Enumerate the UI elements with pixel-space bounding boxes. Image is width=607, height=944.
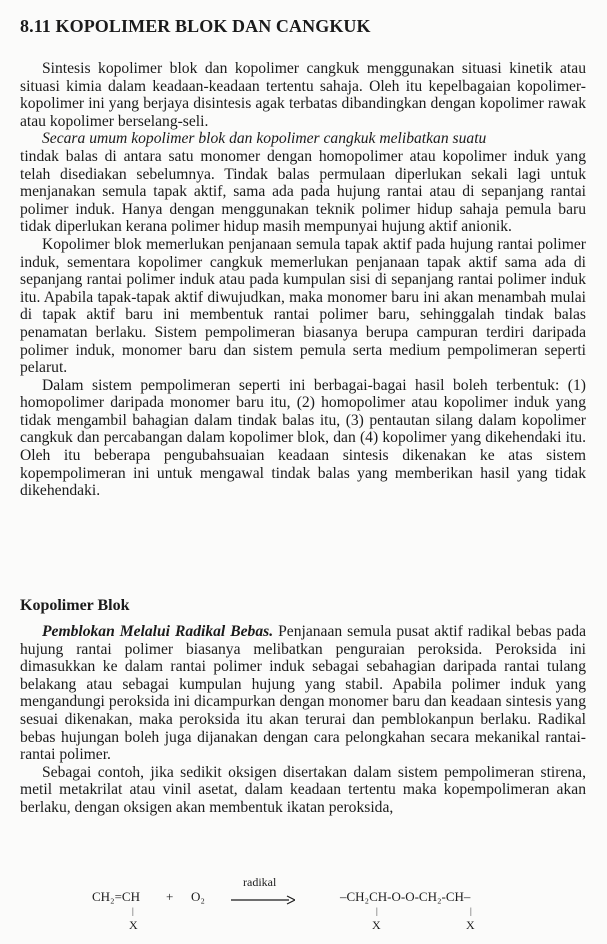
- italic-text: Secara umum kopolimer blok dan kopolimer cangkuk melibatkan suatu: [42, 130, 487, 148]
- plus-sign: +: [166, 889, 174, 904]
- bond-line: |: [132, 906, 134, 916]
- substituent-label: X: [466, 918, 475, 932]
- subsection-heading: Kopolimer Blok: [20, 597, 130, 614]
- runin-heading: Pemblokan Melalui Radikal Bebas.: [42, 623, 274, 640]
- reactant-formula: CH₂=CH: [92, 889, 140, 904]
- substituent-label: X: [372, 918, 381, 932]
- subsection-body: [20, 623, 586, 817]
- paragraph: Dalam sistem pempolimeran seperti ini berbagai-bagai hasil boleh terbentuk: (1) homopolimer daripada monomer baru itu, (2) homopolimer atau kopolimer induk yang tidak mengambil bahagian dalam tindak balas itu, (3) pentautan silang dalam kopolimer cangkuk dan percabangan dalam kopolimer blok, dan (4) kopolimer yang dikehendaki itu. Oleh itu beberapa pengubahsuaian keadaan sintesis dikenakan ke atas sistem kopempolimeran ini untuk mengawal tindak balas yang memberikan hasil yang tidak dikehendaki.: [20, 376, 586, 500]
- substituent-label: X: [129, 918, 138, 932]
- product-formula: –CH₂CH-O-O-CH₂-CH–: [340, 889, 471, 904]
- bond-line: |: [376, 906, 378, 916]
- paragraph-italic-lead: [20, 130, 586, 148]
- paragraph: Kopolimer blok memerlukan penjanaan semula tapak aktif pada hujung rantai polimer induk, sementara kopolimer cangkuk memerlukan penjanaan tapak aktif sama ada di sepanjang rantai polimer induk atau pada kumpulan sisi di sepanjang rantai polimer induk itu. Apabila tapak-tapak aktif diwujudkan, maka monomer baru ini akan menambah mulai di tapak aktif baru ini membentuk rantai polimer baru, sehinggalah tindak balas penamatan berlaku. Sistem pempolimeran biasanya berupa campuran terdiri daripada polimer induk, monomer baru dan sistem pemula serta medium pempolimeran seperti pelarut.: [20, 235, 586, 377]
- paragraph: Sebagai contoh, jika sedikit oksigen disertakan dalam sistem pempolimeran stirena, metil metakrilat atau vinil asetat, dalam keadaan tertentu maka kopempolimeran akan berlaku, dengan oksigen akan membentuk ikatan peroksida,: [20, 763, 586, 816]
- section-title: 8.11 KOPOLIMER BLOK DAN CANGKUK: [20, 16, 371, 36]
- paragraph: Sintesis kopolimer blok dan kopolimer cangkuk menggunakan situasi kinetik atau situasi kimia dalam keadaan-keadaan tertentu sahaja. Oleh itu kepelbagaian kopolimer-kopolimer ini yang berjaya disintesis agak terbatas dibandingkan dengan kopolimer rawak atau kopolimer berselang-seli.: [20, 60, 586, 130]
- section-body: [20, 60, 586, 500]
- chemical-equation: [0, 872, 607, 942]
- oxygen-formula: O₂: [191, 889, 205, 904]
- bond-line: |: [470, 906, 472, 916]
- paragraph: [20, 623, 586, 764]
- paragraph-text: Penjanaan semula pusat aktif radikal bebas pada hujung rantai polimer biasanya melibatkan penguraian peroksida. Peroksida ini dimasukkan ke dalam rantai polimer induk sebagai sebahagian daripada rantai tulang belakang atau sebagai kumpulan hujung yang stabil. Apabila polimer induk yang mengandungi peroksida ini dicampurkan dengan monomer baru dan keadaan sintesis yang sesuai dikenakan, maka peroksida itu akan terurai dan pemblokanpun berlaku. Radikal bebas hujungan boleh juga dijanakan dengan cara pelongkahan secara mekanikal rantai-rantai polimer.: [20, 623, 586, 764]
- reaction-arrow-icon: [231, 895, 295, 905]
- paragraph: tindak balas di antara satu monomer dengan homopolimer atau kopolimer induk yang telah disediakan sebelumnya. Tindak balas permulaan diperlukan sekali lagi untuk menjanakan semula tapak aktif, sama ada pada hujung rantai atau di sepanjang rantai polimer induk. Hanya dengan menggunakan teknik polimer hidup sahaja pemula baru tidak diperlukan kerana polimer hidup masih mempunyai hujung aktif anionik.: [20, 147, 586, 236]
- arrow-label: radikal: [243, 875, 277, 889]
